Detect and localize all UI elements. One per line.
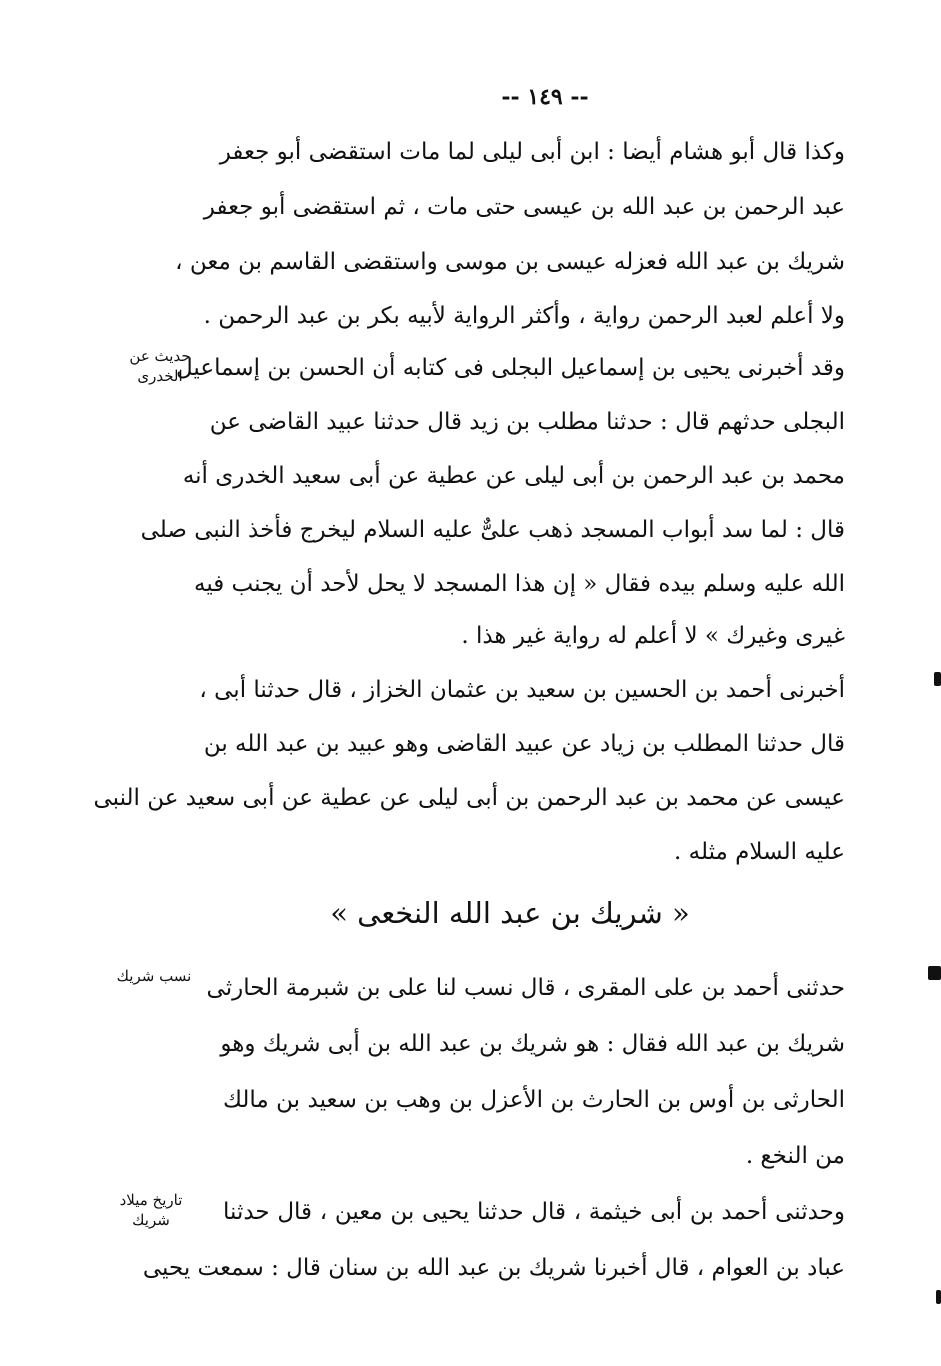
text-line: غيرى وغيرك » لا أعلم له رواية غير هذا . bbox=[461, 623, 845, 649]
text-line: وكذا قال أبو هشام أيضا : ابن أبى ليلى لما مات استقضى أبو جعفر bbox=[219, 139, 845, 165]
text-line: شريك بن عبد الله فعزله عيسى بن موسى واستقضى القاسم بن معن ، bbox=[175, 249, 845, 275]
scan-mark bbox=[936, 1290, 941, 1304]
text-line: ولا أعلم لعبد الرحمن رواية ، وأكثر الرواية لأبيه بكر بن عبد الرحمن . bbox=[203, 303, 845, 329]
text-line: وحدثنى أحمد بن أبى خيثمة ، قال حدثنا يحيى بن معين ، قال حدثنا bbox=[223, 1199, 845, 1225]
margin-note: تاريخ ميلاد شريك bbox=[119, 1191, 183, 1229]
text-line: أخبرنى أحمد بن الحسين بن سعيد بن عثمان الخزاز ، قال حدثنا أبى ، bbox=[199, 677, 845, 703]
text-line: شريك بن عبد الله فقال : هو شريك بن عبد الله بن أبى شريك وهو bbox=[220, 1031, 845, 1057]
text-line: الله عليه وسلم بيده فقال « إن هذا المسجد لا يحل لأحد أن يجنب فيه bbox=[193, 571, 845, 597]
text-line: وقد أخبرنى يحيى بن إسماعيل البجلى فى كتابه أن الحسن بن إسماعيل bbox=[176, 355, 845, 381]
page-number: -- ١٤٩ -- bbox=[501, 84, 589, 110]
text-line: حدثنى أحمد بن على المقرى ، قال نسب لنا على بن شبرمة الحارثى bbox=[206, 975, 845, 1001]
text-line: من النخع . bbox=[745, 1143, 845, 1169]
scan-mark bbox=[928, 966, 941, 980]
text-line: قال : لما سد أبواب المسجد ذهب علىٌّ عليه السلام ليخرج فأخذ النبى صلى bbox=[140, 517, 845, 543]
text-line: عيسى عن محمد بن عبد الرحمن بن أبى ليلى عن عطية عن أبى سعيد عن النبى bbox=[93, 785, 845, 811]
scan-mark bbox=[934, 672, 941, 686]
text-line: قال حدثنا المطلب بن زياد عن عبيد القاضى وهو عبيد بن عبد الله بن bbox=[203, 731, 845, 757]
text-line: البجلى حدثهم قال : حدثنا مطلب بن زيد قال حدثنا عبيد القاضى عن bbox=[209, 409, 845, 435]
margin-note: نسب شريك bbox=[116, 967, 192, 985]
text-line: الحارثى بن أوس بن الحارث بن الأعزل بن وهب بن سعيد بن مالك bbox=[223, 1087, 845, 1113]
section-heading: « شريك بن عبد الله النخعى » bbox=[330, 896, 690, 930]
margin-note: حديث عن الخدرى bbox=[129, 347, 191, 385]
text-line: عليه السلام مثله . bbox=[674, 839, 845, 865]
text-line: محمد بن عبد الرحمن بن أبى ليلى عن عطية عن أبى سعيد الخدرى أنه bbox=[182, 463, 845, 489]
text-line: عبد الرحمن بن عبد الله بن عيسى حتى مات ، ثم استقضى أبو جعفر bbox=[203, 194, 845, 220]
text-line: عباد بن العوام ، قال أخبرنا شريك بن عبد الله بن سنان قال : سمعت يحيى bbox=[142, 1255, 845, 1281]
